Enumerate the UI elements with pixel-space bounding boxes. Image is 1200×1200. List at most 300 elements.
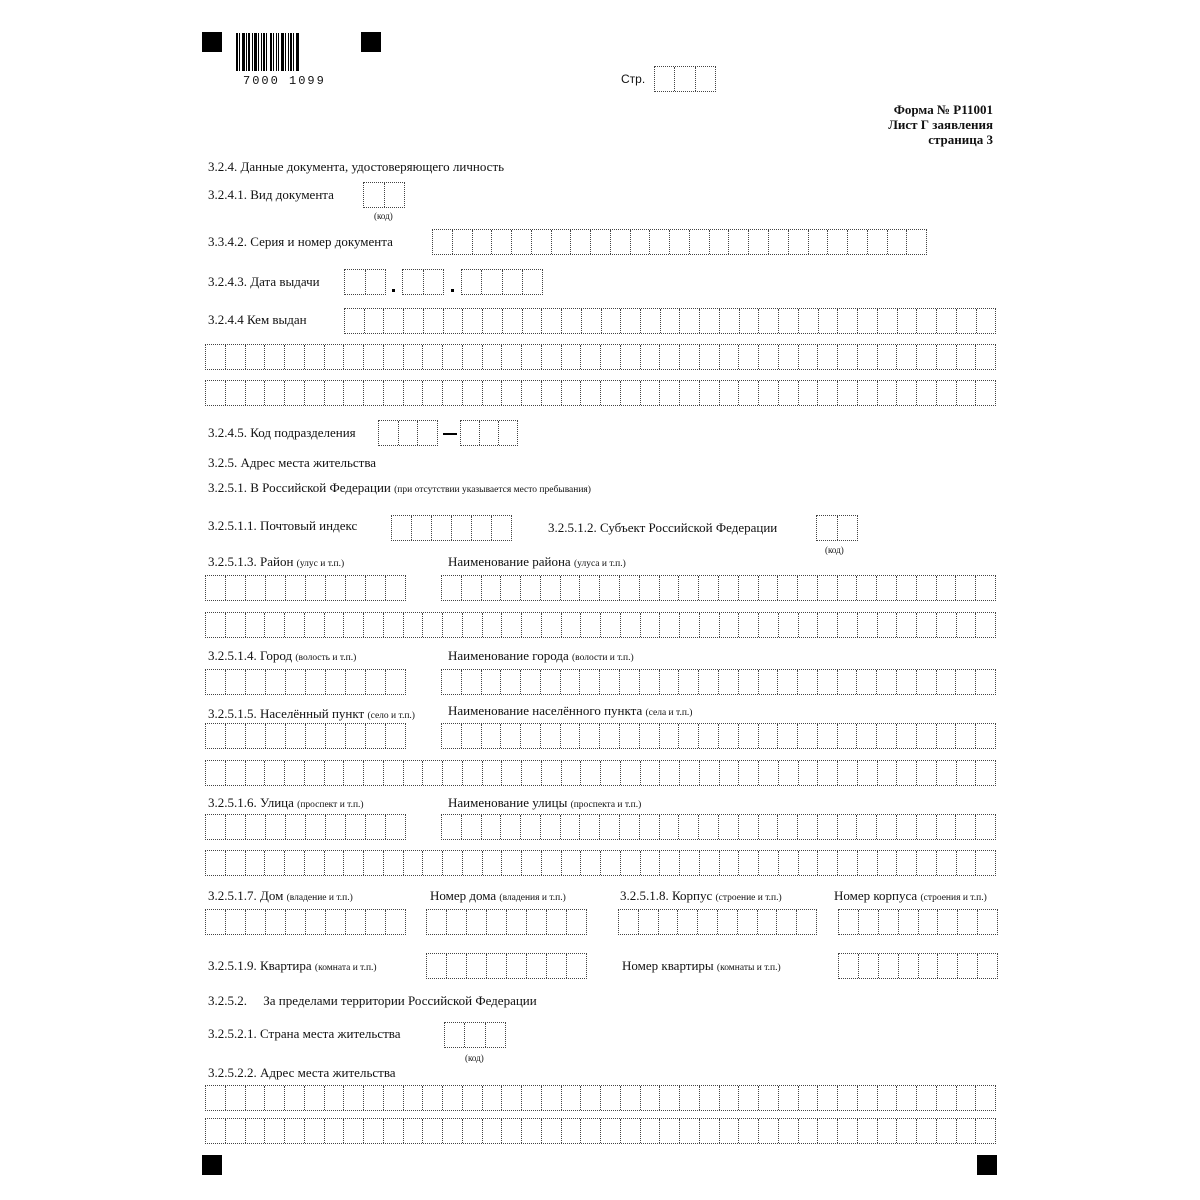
char-cell[interactable] bbox=[680, 613, 700, 637]
char-cell[interactable] bbox=[838, 724, 858, 748]
char-cell[interactable] bbox=[206, 576, 226, 600]
char-cell[interactable] bbox=[265, 761, 285, 785]
building-number-field[interactable] bbox=[838, 909, 998, 935]
char-cell[interactable] bbox=[601, 1086, 621, 1110]
char-cell[interactable] bbox=[937, 851, 957, 875]
char-cell[interactable] bbox=[976, 1086, 995, 1110]
char-cell[interactable] bbox=[541, 815, 561, 839]
char-cell[interactable] bbox=[392, 516, 412, 540]
char-cell[interactable] bbox=[641, 381, 661, 405]
char-cell[interactable] bbox=[226, 761, 246, 785]
char-cell[interactable] bbox=[542, 613, 562, 637]
char-cell[interactable] bbox=[738, 910, 758, 934]
char-cell[interactable] bbox=[483, 381, 503, 405]
char-cell[interactable] bbox=[442, 670, 462, 694]
char-cell[interactable] bbox=[799, 345, 819, 369]
char-cell[interactable] bbox=[366, 670, 386, 694]
char-cell[interactable] bbox=[759, 1086, 779, 1110]
char-cell[interactable] bbox=[641, 309, 661, 333]
char-cell[interactable] bbox=[542, 761, 562, 785]
char-cell[interactable] bbox=[778, 815, 798, 839]
char-cell[interactable] bbox=[917, 761, 937, 785]
char-cell[interactable] bbox=[542, 381, 562, 405]
char-cell[interactable] bbox=[384, 345, 404, 369]
char-cell[interactable] bbox=[482, 270, 502, 294]
char-cell[interactable] bbox=[246, 345, 266, 369]
char-cell[interactable] bbox=[660, 345, 680, 369]
char-cell[interactable] bbox=[838, 345, 858, 369]
char-cell[interactable] bbox=[562, 345, 582, 369]
char-cell[interactable] bbox=[285, 1086, 305, 1110]
char-cell[interactable] bbox=[423, 761, 443, 785]
char-cell[interactable] bbox=[483, 761, 503, 785]
char-cell[interactable] bbox=[720, 613, 740, 637]
char-cell[interactable] bbox=[561, 576, 581, 600]
char-cell[interactable] bbox=[858, 761, 878, 785]
char-cell[interactable] bbox=[769, 230, 789, 254]
char-cell[interactable] bbox=[482, 724, 502, 748]
char-cell[interactable] bbox=[384, 761, 404, 785]
char-cell[interactable] bbox=[879, 910, 899, 934]
char-cell[interactable] bbox=[956, 724, 976, 748]
char-cell[interactable] bbox=[501, 576, 521, 600]
char-cell[interactable] bbox=[547, 954, 567, 978]
char-cell[interactable] bbox=[305, 851, 325, 875]
char-cell[interactable] bbox=[838, 576, 858, 600]
char-cell[interactable] bbox=[878, 309, 898, 333]
char-cell[interactable] bbox=[720, 851, 740, 875]
char-cell[interactable] bbox=[326, 910, 346, 934]
char-cell[interactable] bbox=[818, 851, 838, 875]
char-cell[interactable] bbox=[246, 1086, 266, 1110]
char-cell[interactable] bbox=[364, 381, 384, 405]
char-cell[interactable] bbox=[502, 1119, 522, 1143]
char-cell[interactable] bbox=[978, 910, 997, 934]
char-cell[interactable] bbox=[679, 815, 699, 839]
char-cell[interactable] bbox=[759, 761, 779, 785]
char-cell[interactable] bbox=[521, 815, 541, 839]
char-cell[interactable] bbox=[404, 381, 424, 405]
char-cell[interactable] bbox=[641, 761, 661, 785]
char-cell[interactable] bbox=[917, 576, 937, 600]
char-cell[interactable] bbox=[699, 576, 719, 600]
char-cell[interactable] bbox=[759, 576, 779, 600]
char-cell[interactable] bbox=[661, 309, 681, 333]
char-cell[interactable] bbox=[779, 309, 799, 333]
char-cell[interactable] bbox=[720, 761, 740, 785]
char-cell[interactable] bbox=[799, 761, 819, 785]
char-cell[interactable] bbox=[542, 1086, 562, 1110]
page-number-field[interactable] bbox=[654, 66, 716, 92]
char-cell[interactable] bbox=[620, 670, 640, 694]
char-cell[interactable] bbox=[759, 815, 779, 839]
issue-month-field[interactable] bbox=[402, 269, 444, 295]
char-cell[interactable] bbox=[621, 1086, 641, 1110]
char-cell[interactable] bbox=[305, 613, 325, 637]
char-cell[interactable] bbox=[857, 815, 877, 839]
apartment-number-field[interactable] bbox=[838, 953, 998, 979]
char-cell[interactable] bbox=[591, 230, 611, 254]
char-cell[interactable] bbox=[799, 613, 819, 637]
char-cell[interactable] bbox=[739, 724, 759, 748]
char-cell[interactable] bbox=[838, 309, 858, 333]
char-cell[interactable] bbox=[447, 910, 467, 934]
char-cell[interactable] bbox=[246, 1119, 266, 1143]
char-cell[interactable] bbox=[720, 381, 740, 405]
char-cell[interactable] bbox=[266, 670, 286, 694]
char-cell[interactable] bbox=[641, 1086, 661, 1110]
char-cell[interactable] bbox=[265, 851, 285, 875]
char-cell[interactable] bbox=[977, 309, 996, 333]
char-cell[interactable] bbox=[325, 381, 345, 405]
char-cell[interactable] bbox=[364, 851, 384, 875]
char-cell[interactable] bbox=[502, 381, 522, 405]
char-cell[interactable] bbox=[364, 1086, 384, 1110]
char-cell[interactable] bbox=[580, 576, 600, 600]
char-cell[interactable] bbox=[680, 345, 700, 369]
char-cell[interactable] bbox=[600, 724, 620, 748]
char-cell[interactable] bbox=[404, 613, 424, 637]
char-cell[interactable] bbox=[206, 1086, 226, 1110]
doc-type-field[interactable] bbox=[363, 182, 405, 208]
char-cell[interactable] bbox=[463, 1119, 483, 1143]
char-cell[interactable] bbox=[680, 761, 700, 785]
char-cell[interactable] bbox=[366, 815, 386, 839]
abroad-address-field-line-2[interactable] bbox=[205, 1118, 996, 1144]
char-cell[interactable] bbox=[818, 1086, 838, 1110]
char-cell[interactable] bbox=[878, 851, 898, 875]
char-cell[interactable] bbox=[779, 1119, 799, 1143]
char-cell[interactable] bbox=[897, 1086, 917, 1110]
char-cell[interactable] bbox=[399, 421, 419, 445]
char-cell[interactable] bbox=[700, 1119, 720, 1143]
char-cell[interactable] bbox=[206, 381, 226, 405]
char-cell[interactable] bbox=[749, 230, 769, 254]
issued-by-field-line-3[interactable] bbox=[205, 380, 996, 406]
char-cell[interactable] bbox=[286, 815, 306, 839]
char-cell[interactable] bbox=[958, 954, 978, 978]
char-cell[interactable] bbox=[858, 345, 878, 369]
char-cell[interactable] bbox=[779, 761, 799, 785]
char-cell[interactable] bbox=[581, 381, 601, 405]
char-cell[interactable] bbox=[501, 815, 521, 839]
char-cell[interactable] bbox=[423, 1086, 443, 1110]
char-cell[interactable] bbox=[472, 516, 492, 540]
char-cell[interactable] bbox=[799, 1086, 819, 1110]
char-cell[interactable] bbox=[660, 381, 680, 405]
char-cell[interactable] bbox=[581, 851, 601, 875]
char-cell[interactable] bbox=[206, 851, 226, 875]
char-cell[interactable] bbox=[344, 381, 364, 405]
char-cell[interactable] bbox=[384, 613, 404, 637]
char-cell[interactable] bbox=[680, 1086, 700, 1110]
char-cell[interactable] bbox=[937, 576, 957, 600]
char-cell[interactable] bbox=[937, 309, 957, 333]
char-cell[interactable] bbox=[778, 576, 798, 600]
char-cell[interactable] bbox=[364, 761, 384, 785]
char-cell[interactable] bbox=[699, 815, 719, 839]
char-cell[interactable] bbox=[700, 309, 720, 333]
char-cell[interactable] bbox=[976, 576, 995, 600]
char-cell[interactable] bbox=[306, 910, 326, 934]
char-cell[interactable] bbox=[957, 851, 977, 875]
char-cell[interactable] bbox=[878, 1119, 898, 1143]
char-cell[interactable] bbox=[512, 230, 532, 254]
char-cell[interactable] bbox=[325, 1086, 345, 1110]
char-cell[interactable] bbox=[305, 381, 325, 405]
char-cell[interactable] bbox=[739, 576, 759, 600]
char-cell[interactable] bbox=[819, 309, 839, 333]
char-cell[interactable] bbox=[839, 954, 859, 978]
char-cell[interactable] bbox=[859, 910, 879, 934]
char-cell[interactable] bbox=[404, 1119, 424, 1143]
char-cell[interactable] bbox=[492, 516, 511, 540]
char-cell[interactable] bbox=[818, 576, 838, 600]
issued-by-field-line-2[interactable] bbox=[205, 344, 996, 370]
char-cell[interactable] bbox=[957, 381, 977, 405]
char-cell[interactable] bbox=[600, 576, 620, 600]
char-cell[interactable] bbox=[501, 670, 521, 694]
char-cell[interactable] bbox=[720, 345, 740, 369]
locality-name-field-line-2[interactable] bbox=[205, 760, 996, 786]
char-cell[interactable] bbox=[427, 954, 447, 978]
char-cell[interactable] bbox=[285, 851, 305, 875]
char-cell[interactable] bbox=[206, 910, 226, 934]
char-cell[interactable] bbox=[919, 954, 939, 978]
char-cell[interactable] bbox=[463, 345, 483, 369]
char-cell[interactable] bbox=[580, 724, 600, 748]
char-cell[interactable] bbox=[326, 815, 346, 839]
char-cell[interactable] bbox=[696, 67, 715, 91]
char-cell[interactable] bbox=[206, 670, 226, 694]
char-cell[interactable] bbox=[562, 1119, 582, 1143]
char-cell[interactable] bbox=[660, 576, 680, 600]
char-cell[interactable] bbox=[759, 851, 779, 875]
char-cell[interactable] bbox=[978, 954, 997, 978]
char-cell[interactable] bbox=[286, 910, 306, 934]
char-cell[interactable] bbox=[601, 761, 621, 785]
char-cell[interactable] bbox=[937, 1119, 957, 1143]
char-cell[interactable] bbox=[779, 851, 799, 875]
char-cell[interactable] bbox=[326, 576, 346, 600]
char-cell[interactable] bbox=[346, 724, 366, 748]
char-cell[interactable] bbox=[680, 1119, 700, 1143]
char-cell[interactable] bbox=[502, 1086, 522, 1110]
char-cell[interactable] bbox=[641, 345, 661, 369]
char-cell[interactable] bbox=[427, 910, 447, 934]
char-cell[interactable] bbox=[897, 670, 917, 694]
char-cell[interactable] bbox=[899, 910, 919, 934]
char-cell[interactable] bbox=[655, 67, 675, 91]
char-cell[interactable] bbox=[838, 670, 858, 694]
char-cell[interactable] bbox=[265, 345, 285, 369]
char-cell[interactable] bbox=[675, 67, 695, 91]
char-cell[interactable] bbox=[838, 381, 858, 405]
char-cell[interactable] bbox=[580, 670, 600, 694]
char-cell[interactable] bbox=[325, 613, 345, 637]
char-cell[interactable] bbox=[818, 613, 838, 637]
char-cell[interactable] bbox=[365, 309, 385, 333]
char-cell[interactable] bbox=[403, 270, 424, 294]
char-cell[interactable] bbox=[423, 613, 443, 637]
char-cell[interactable] bbox=[542, 851, 562, 875]
char-cell[interactable] bbox=[265, 381, 285, 405]
char-cell[interactable] bbox=[877, 670, 897, 694]
char-cell[interactable] bbox=[206, 724, 226, 748]
char-cell[interactable] bbox=[640, 724, 660, 748]
char-cell[interactable] bbox=[246, 670, 266, 694]
char-cell[interactable] bbox=[700, 1086, 720, 1110]
char-cell[interactable] bbox=[877, 724, 897, 748]
char-cell[interactable] bbox=[660, 613, 680, 637]
subject-code-field[interactable] bbox=[816, 515, 858, 541]
char-cell[interactable] bbox=[601, 1119, 621, 1143]
char-cell[interactable] bbox=[798, 724, 818, 748]
char-cell[interactable] bbox=[759, 724, 779, 748]
char-cell[interactable] bbox=[344, 761, 364, 785]
char-cell[interactable] bbox=[443, 381, 463, 405]
char-cell[interactable] bbox=[660, 851, 680, 875]
char-cell[interactable] bbox=[976, 815, 995, 839]
char-cell[interactable] bbox=[486, 1023, 505, 1047]
char-cell[interactable] bbox=[858, 1086, 878, 1110]
char-cell[interactable] bbox=[798, 815, 818, 839]
char-cell[interactable] bbox=[306, 815, 326, 839]
char-cell[interactable] bbox=[226, 613, 246, 637]
char-cell[interactable] bbox=[384, 381, 404, 405]
char-cell[interactable] bbox=[641, 613, 661, 637]
char-cell[interactable] bbox=[432, 516, 452, 540]
char-cell[interactable] bbox=[759, 670, 779, 694]
char-cell[interactable] bbox=[897, 381, 917, 405]
char-cell[interactable] bbox=[561, 670, 581, 694]
char-cell[interactable] bbox=[404, 345, 424, 369]
char-cell[interactable] bbox=[817, 516, 838, 540]
char-cell[interactable] bbox=[501, 724, 521, 748]
char-cell[interactable] bbox=[326, 724, 346, 748]
char-cell[interactable] bbox=[265, 613, 285, 637]
char-cell[interactable] bbox=[877, 576, 897, 600]
char-cell[interactable] bbox=[285, 381, 305, 405]
char-cell[interactable] bbox=[386, 724, 405, 748]
char-cell[interactable] bbox=[601, 613, 621, 637]
char-cell[interactable] bbox=[729, 230, 749, 254]
street-name-field-line-2[interactable] bbox=[205, 850, 996, 876]
char-cell[interactable] bbox=[719, 576, 739, 600]
char-cell[interactable] bbox=[799, 851, 819, 875]
char-cell[interactable] bbox=[621, 309, 641, 333]
char-cell[interactable] bbox=[482, 576, 502, 600]
char-cell[interactable] bbox=[620, 724, 640, 748]
char-cell[interactable] bbox=[306, 724, 326, 748]
char-cell[interactable] bbox=[917, 1119, 937, 1143]
char-cell[interactable] bbox=[286, 724, 306, 748]
char-cell[interactable] bbox=[346, 670, 366, 694]
char-cell[interactable] bbox=[739, 670, 759, 694]
char-cell[interactable] bbox=[480, 421, 499, 445]
char-cell[interactable] bbox=[521, 576, 541, 600]
char-cell[interactable] bbox=[443, 851, 463, 875]
char-cell[interactable] bbox=[502, 613, 522, 637]
char-cell[interactable] bbox=[443, 613, 463, 637]
char-cell[interactable] bbox=[418, 421, 437, 445]
char-cell[interactable] bbox=[600, 815, 620, 839]
char-cell[interactable] bbox=[542, 345, 562, 369]
char-cell[interactable] bbox=[581, 761, 601, 785]
char-cell[interactable] bbox=[797, 910, 816, 934]
char-cell[interactable] bbox=[226, 381, 246, 405]
char-cell[interactable] bbox=[858, 381, 878, 405]
char-cell[interactable] bbox=[759, 381, 779, 405]
char-cell[interactable] bbox=[917, 851, 937, 875]
char-cell[interactable] bbox=[778, 670, 798, 694]
char-cell[interactable] bbox=[412, 516, 432, 540]
char-cell[interactable] bbox=[838, 761, 858, 785]
char-cell[interactable] bbox=[919, 910, 939, 934]
char-cell[interactable] bbox=[463, 761, 483, 785]
char-cell[interactable] bbox=[346, 910, 366, 934]
char-cell[interactable] bbox=[601, 345, 621, 369]
char-cell[interactable] bbox=[571, 230, 591, 254]
char-cell[interactable] bbox=[958, 910, 978, 934]
char-cell[interactable] bbox=[899, 954, 919, 978]
char-cell[interactable] bbox=[720, 1086, 740, 1110]
char-cell[interactable] bbox=[226, 576, 246, 600]
char-cell[interactable] bbox=[305, 345, 325, 369]
char-cell[interactable] bbox=[344, 345, 364, 369]
char-cell[interactable] bbox=[562, 761, 582, 785]
char-cell[interactable] bbox=[937, 670, 957, 694]
char-cell[interactable] bbox=[385, 183, 405, 207]
char-cell[interactable] bbox=[507, 910, 527, 934]
char-cell[interactable] bbox=[523, 270, 542, 294]
char-cell[interactable] bbox=[206, 815, 226, 839]
char-cell[interactable] bbox=[898, 309, 918, 333]
char-cell[interactable] bbox=[799, 309, 819, 333]
char-cell[interactable] bbox=[206, 613, 226, 637]
char-cell[interactable] bbox=[542, 1119, 562, 1143]
char-cell[interactable] bbox=[937, 381, 957, 405]
char-cell[interactable] bbox=[266, 724, 286, 748]
char-cell[interactable] bbox=[433, 230, 453, 254]
char-cell[interactable] bbox=[848, 230, 868, 254]
char-cell[interactable] bbox=[567, 954, 586, 978]
char-cell[interactable] bbox=[660, 724, 680, 748]
char-cell[interactable] bbox=[621, 345, 641, 369]
char-cell[interactable] bbox=[523, 309, 543, 333]
char-cell[interactable] bbox=[720, 309, 740, 333]
char-cell[interactable] bbox=[404, 309, 424, 333]
char-cell[interactable] bbox=[858, 309, 878, 333]
char-cell[interactable] bbox=[777, 910, 797, 934]
char-cell[interactable] bbox=[739, 345, 759, 369]
char-cell[interactable] bbox=[482, 815, 502, 839]
char-cell[interactable] bbox=[473, 230, 493, 254]
char-cell[interactable] bbox=[611, 230, 631, 254]
char-cell[interactable] bbox=[818, 345, 838, 369]
char-cell[interactable] bbox=[503, 309, 523, 333]
char-cell[interactable] bbox=[621, 851, 641, 875]
char-cell[interactable] bbox=[739, 613, 759, 637]
char-cell[interactable] bbox=[404, 761, 424, 785]
char-cell[interactable] bbox=[758, 910, 778, 934]
char-cell[interactable] bbox=[859, 954, 879, 978]
char-cell[interactable] bbox=[285, 1119, 305, 1143]
char-cell[interactable] bbox=[384, 1086, 404, 1110]
char-cell[interactable] bbox=[789, 230, 809, 254]
char-cell[interactable] bbox=[364, 345, 384, 369]
char-cell[interactable] bbox=[423, 345, 443, 369]
